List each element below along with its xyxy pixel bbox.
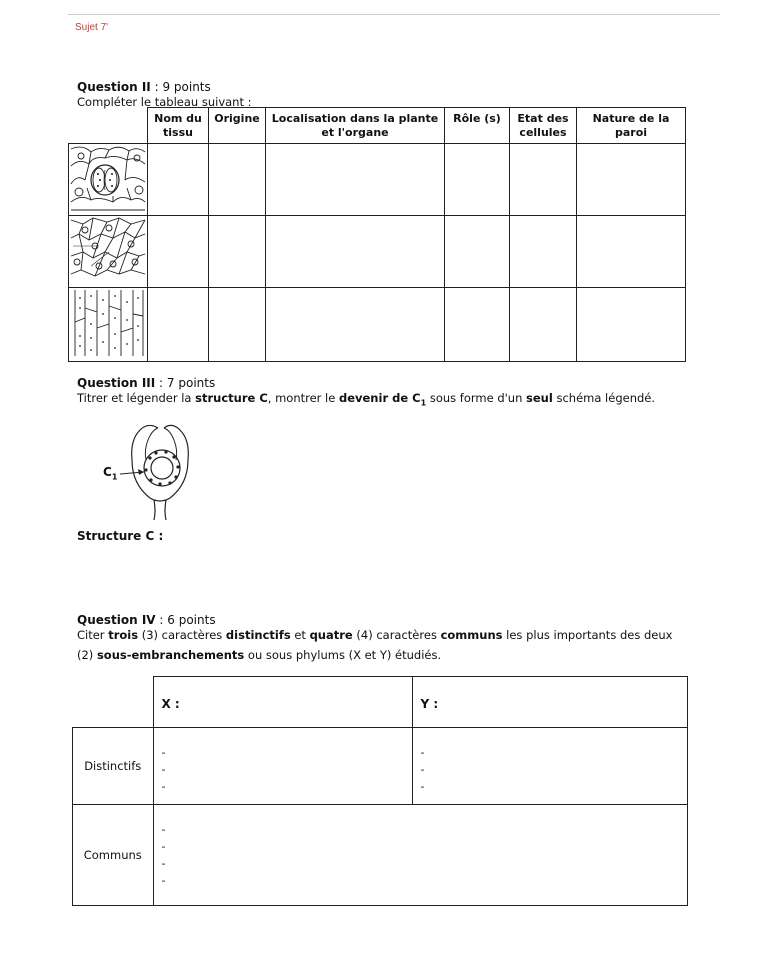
- col-header-origine: Origine: [209, 108, 266, 144]
- stomata-tissue-icon: [69, 144, 147, 211]
- col-header-paroi: Nature de la paroi: [577, 108, 686, 144]
- instruction-emphasis: quatre: [309, 628, 353, 642]
- question-3-instruction: [77, 390, 655, 411]
- col-header-y: Y :: [412, 677, 687, 728]
- col-header-role: Rôle (s): [445, 108, 510, 144]
- col-header-localisation: Localisation dans la plante et l'organe: [266, 108, 445, 144]
- instruction-text: les plus importants des deux: [502, 628, 673, 642]
- question-4-line-1: [77, 627, 697, 643]
- question-3-number: Question III: [77, 376, 156, 390]
- question-4-title: [77, 613, 216, 628]
- instruction-text: Citer: [77, 628, 109, 642]
- table-corner: [69, 108, 148, 144]
- instruction-text: Titrer et légender la: [77, 391, 196, 405]
- instruction-text: (4) caractères: [352, 628, 441, 642]
- phylum-table: [72, 676, 688, 906]
- communs-cell: [153, 805, 687, 906]
- col-header-nom: Nom du tissu: [148, 108, 209, 144]
- instruction-emphasis: sous-embranchements: [96, 648, 245, 662]
- table-row: [69, 288, 686, 362]
- col-header-x: X :: [153, 677, 412, 728]
- question-2-title: [77, 80, 211, 95]
- c1-letter: C: [103, 465, 112, 479]
- question-4-line-2: [77, 647, 441, 663]
- table-row: [69, 216, 686, 288]
- parenchyma-tissue-icon: [69, 216, 147, 283]
- top-rule: [68, 14, 720, 15]
- instruction-text: sous forme d'un: [426, 391, 527, 405]
- elongated-cells-drawing: [69, 288, 148, 362]
- question-2-instruction: Compléter le tableau suivant :: [77, 95, 252, 109]
- dash-item: -: [161, 874, 166, 887]
- epidermis-drawing: [69, 144, 148, 216]
- table-row: [73, 805, 688, 906]
- parenchyma-drawing: [69, 216, 148, 288]
- dash-item: -: [420, 763, 425, 776]
- col-header-etat: Etat des cellules: [510, 108, 577, 144]
- dash-item: -: [161, 763, 166, 776]
- distinctifs-x-cell: [153, 728, 412, 805]
- instruction-text: (2): [77, 648, 97, 662]
- instruction-emphasis: seul: [526, 391, 553, 405]
- c1-subscript: 1: [111, 472, 118, 482]
- question-3-title: [77, 376, 215, 391]
- table-row: [69, 144, 686, 216]
- row-label-communs: Communs: [73, 805, 154, 906]
- table-row: [73, 728, 688, 805]
- instruction-text: , montrer le: [267, 391, 339, 405]
- elongated-tissue-icon: [69, 288, 147, 357]
- dash-item: -: [420, 746, 425, 759]
- tissue-table: [68, 107, 686, 362]
- instruction-emphasis: communs: [440, 628, 503, 642]
- instruction-emphasis: distinctifs: [225, 628, 291, 642]
- question-4-points: : 6 points: [155, 613, 216, 627]
- question-3-points: : 7 points: [155, 376, 216, 390]
- dash-item: -: [420, 780, 425, 793]
- distinctifs-y-cell: [412, 728, 687, 805]
- instruction-emphasis: devenir de C: [338, 391, 421, 405]
- row-label-distinctifs: Distinctifs: [73, 728, 154, 805]
- subject-label: Sujet 7': [75, 22, 109, 33]
- c1-label: [103, 465, 117, 481]
- instruction-subscript: 1: [420, 398, 427, 408]
- question-4-number: Question IV: [77, 613, 156, 627]
- dash-item: -: [161, 840, 166, 853]
- structure-c-label: Structure C :: [77, 529, 164, 543]
- instruction-text: (3) caractères: [138, 628, 226, 642]
- dash-item: -: [161, 857, 166, 870]
- instruction-text: schéma légendé.: [552, 391, 656, 405]
- instruction-emphasis: trois: [108, 628, 139, 642]
- instruction-emphasis: structure C: [195, 391, 268, 405]
- dash-item: -: [161, 746, 166, 759]
- table-corner: [73, 677, 154, 728]
- question-2-number: Question II: [77, 80, 151, 94]
- question-2-points: : 9 points: [150, 80, 211, 94]
- dash-item: -: [161, 823, 166, 836]
- instruction-text: et: [290, 628, 310, 642]
- instruction-text: ou sous phylums (X et Y) étudiés.: [244, 648, 442, 662]
- dash-item: -: [161, 780, 166, 793]
